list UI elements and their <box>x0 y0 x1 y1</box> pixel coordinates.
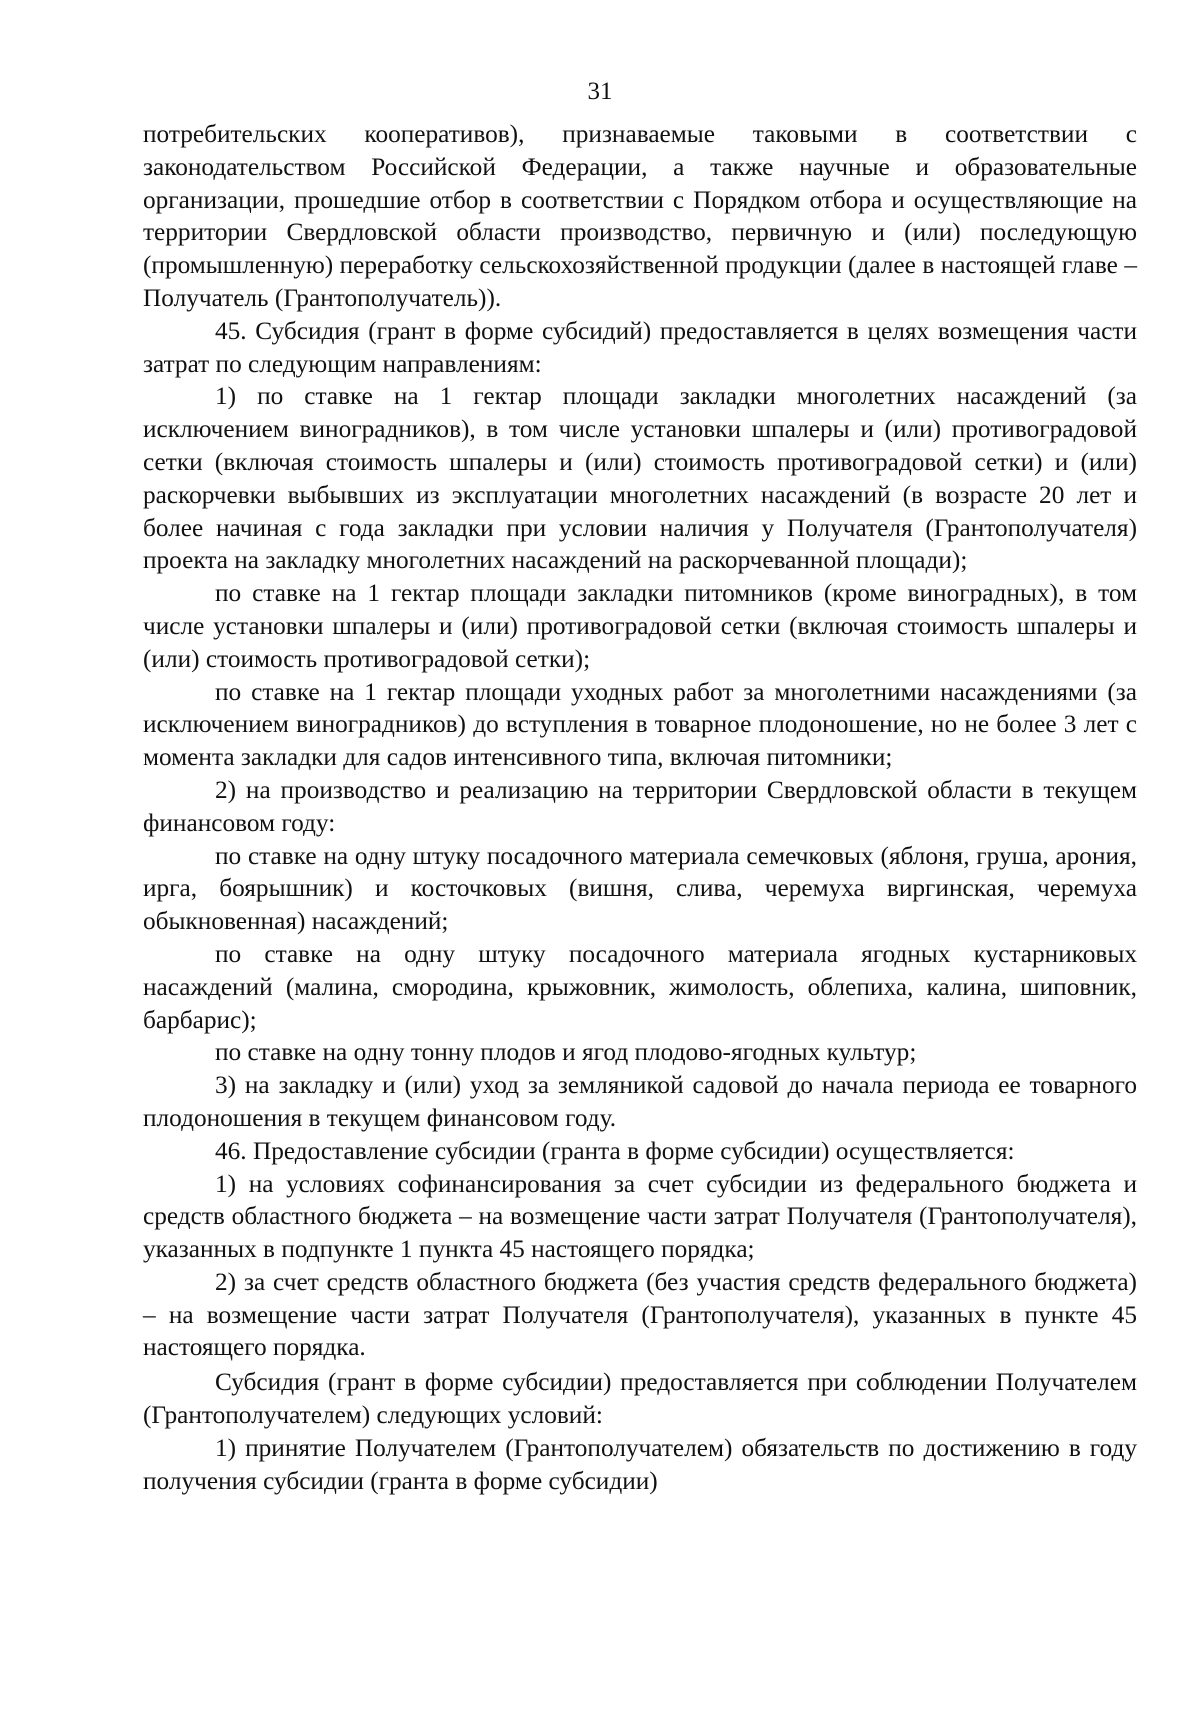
paragraph-45-1-orchards: 1) по ставке на 1 гектар площади закладки многолетних насаждений (за исключением виноградников), в том числе установки шпалеры и (или) противоградовой сетки (включая стоимость шпалеры и (или) стоимость противоградовой сетки) и (или) раскорчевки выбывших из эксплуатации многолетних насаждений (в возрасте 20 лет и более начиная с года закладки при условии наличия у Получателя (Грантополучателя) проекта на закладку многолетних насаждений на раскорчеванной площади); <box>143 382 1137 575</box>
page-number: 31 <box>587 78 613 105</box>
paragraph-45-2-pome-stone: по ставке на одну штуку посадочного материала семечковых (яблоня, груша, арония, ирга, боярышник) и косточковых (вишня, слива, черемуха виргинская, черемуха обыкновенная) насаждений; <box>143 841 1137 936</box>
paragraph-45-2-production: 2) на производство и реализацию на территории Свердловской области в текущем финансовом году: <box>143 775 1137 837</box>
paragraph-45-2-fruit-ton: по ставке на одну тонну плодов и ягод плодово-ягодных культур; <box>215 1038 917 1067</box>
paragraph-condition-1: 1) принятие Получателем (Грантополучателем) обязательств по достижению в году получения субсидии (гранта в форме субсидии) <box>143 1433 1137 1495</box>
paragraph-45-1-care-works: по ставке на 1 гектар площади уходных работ за многолетними насаждениями (за исключением виноградников) до вступления в товарное плодоношение, но не более 3 лет с момента закладки для садов интенсивного типа, включая питомники; <box>143 677 1137 772</box>
paragraph-45-intro: 45. Субсидия (грант в форме субсидий) предоставляется в целях возмещения части затрат по следующим направлениям: <box>143 316 1137 378</box>
paragraph-45-2-berry-shrubs: по ставке на одну штуку посадочного материала ягодных кустарниковых насаждений (малина, смородина, крыжовник, жимолость, облепиха, калина, шиповник, барбарис); <box>143 939 1137 1034</box>
paragraph-recipients-definition: потребительских кооперативов), признаваемые таковыми в соответствии с законодательством Российской Федерации, а также научные и образовательные организации, прошедшие отбор в соответствии с Порядком отбора и осуществляющие на территории Свердловской области производство, первичную и (или) последующую (промышленную) переработку сельскохозяйственной продукции (далее в настоящей главе – Получатель (Грантополучатель)). <box>143 120 1137 312</box>
paragraph-conditions-intro: Субсидия (грант в форме субсидии) предоставляется при соблюдении Получателем (Грантополучателем) следующих условий: <box>143 1368 1137 1430</box>
document-body <box>143 118 1137 1497</box>
paragraph-45-3-strawberry: 3) на закладку и (или) уход за земляникой садовой до начала периода ее товарного плодоношения в текущем финансовом году. <box>143 1071 1137 1132</box>
paragraph-45-1-nurseries: по ставке на 1 гектар площади закладки питомников (кроме виноградных), в том числе установки шпалеры и (или) противоградовой сетки (включая стоимость шпалеры и (или) стоимость противоградовой сетки); <box>143 579 1137 673</box>
paragraph-46-intro: 46. Предоставление субсидии (гранта в форме субсидии) осуществляется: <box>215 1136 1015 1165</box>
paragraph-46-1-cofinancing: 1) на условиях софинансирования за счет субсидии из федерального бюджета и средств областного бюджета – на возмещение части затрат Получателя (Грантополучателя), указанных в подпункте 1 пункта 45 настоящего порядка; <box>143 1169 1137 1264</box>
paragraph-46-2-regional-budget: 2) за счет средств областного бюджета (без участия средств федерального бюджета) – на возмещение части затрат Получателя (Грантополучателя), указанных в пункте 45 настоящего порядка. <box>143 1267 1137 1362</box>
